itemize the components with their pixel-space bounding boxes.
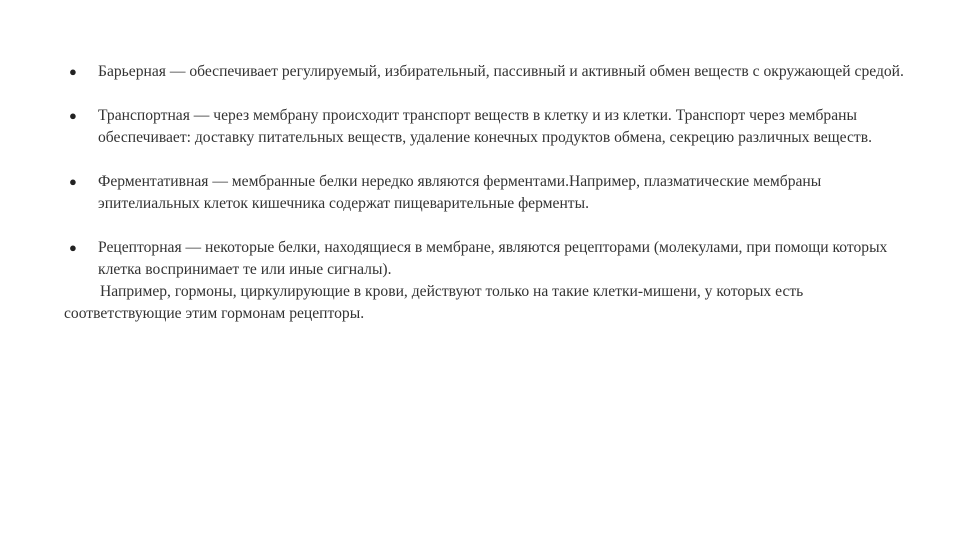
slide-content — [64, 61, 914, 325]
bullet-icon: ● — [69, 174, 77, 189]
bullet-icon: ● — [69, 240, 77, 255]
list-item-text: Ферментативная — мембранные белки нередко являются ферментами.Например, плазматические мембраны эпителиальных клеток кишечника содержат пищеварительные ферменты. — [98, 173, 822, 212]
list-item-receptor — [64, 237, 914, 281]
list-item-enzymatic — [64, 171, 914, 215]
list-item-text: Транспортная — через мембрану происходит транспорт веществ в клетку и из клетки. Транспорт через мембраны обеспечивает: доставку питательных веществ, удаление конечных продуктов обмена, секрецию различных веществ. — [98, 107, 872, 146]
list-item-text: Рецепторная — некоторые белки, находящиеся в мембране, являются рецепторами (молекулами, при помощи которых клетка воспринимает те или иные сигналы). — [98, 239, 888, 278]
receptor-note-paragraph: Например, гормоны, циркулирующие в крови, действуют только на такие клетки-мишени, у которых есть соответствующие этим гормонам рецепторы. — [64, 283, 804, 322]
list-item-transport — [64, 105, 914, 149]
bullet-icon: ● — [69, 64, 77, 79]
list-item-barrier — [64, 61, 914, 83]
bullet-icon: ● — [69, 108, 77, 123]
list-item-text: Барьерная — обеспечивает регулируемый, избирательный, пассивный и активный обмен веществ с окружающей средой. — [98, 63, 904, 80]
